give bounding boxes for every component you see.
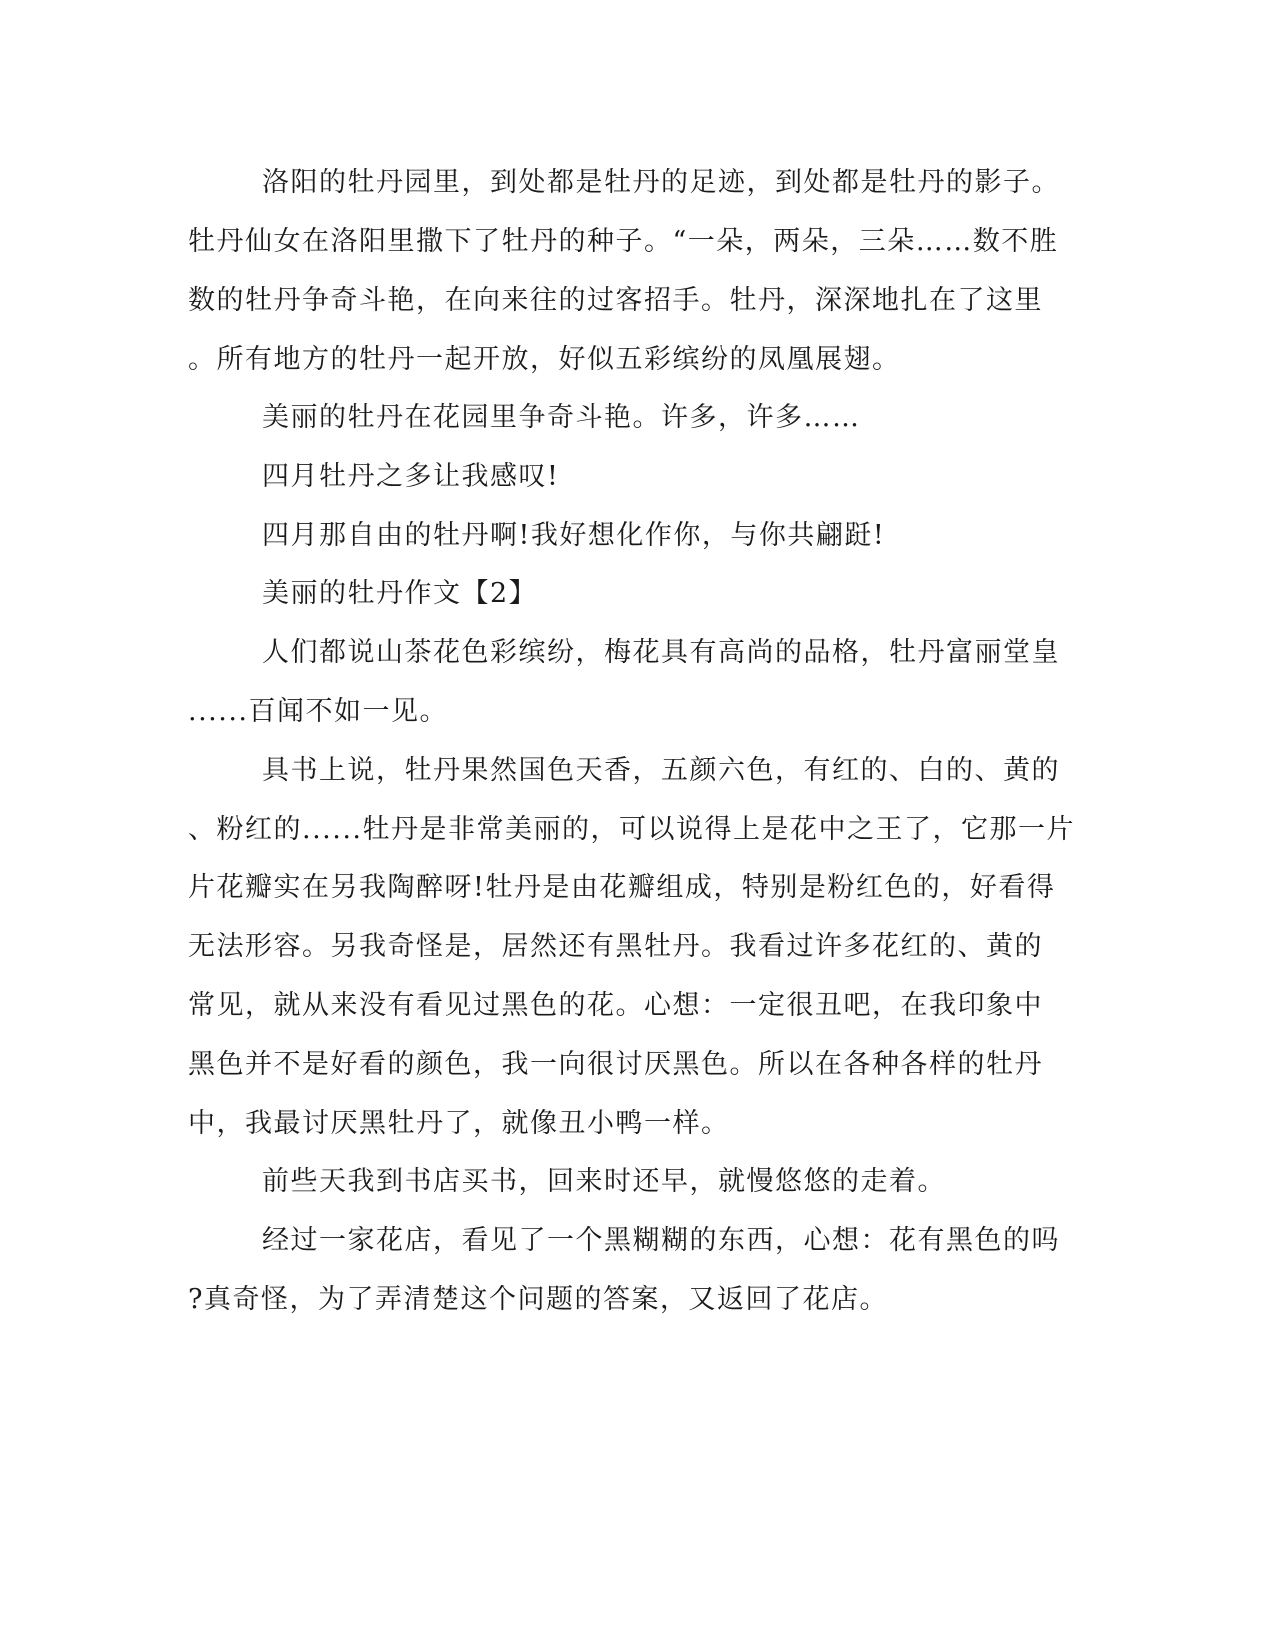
paragraph-8-line-1: 经过一家花店，看见了一个黑糊糊的东西，心想：花有黑色的吗 — [262, 1225, 1060, 1256]
paragraph-1-line-1: 洛阳的牡丹园里，到处都是牡丹的足迹，到处都是牡丹的影子。 — [262, 167, 1060, 198]
paragraph-6-line-6: 黑色并不是好看的颜色，我一向很讨厌黑色。所以在各种各样的牡丹 — [188, 1049, 1043, 1080]
paragraph-2: 美丽的牡丹在花园里争奇斗艳。许多，许多…… — [262, 402, 861, 433]
paragraph-4: 四月那自由的牡丹啊!我好想化作你，与你共翩跹! — [262, 520, 886, 551]
paragraph-6-line-1: 具书上说，牡丹果然国色天香，五颜六色，有红的、白的、黄的 — [262, 755, 1060, 786]
paragraph-5-line-1: 人们都说山茶花色彩缤纷，梅花具有高尚的品格，牡丹富丽堂皇 — [262, 637, 1060, 668]
paragraph-1-line-3: 数的牡丹争奇斗艳，在向来往的过客招手。牡丹，深深地扎在了这里 — [188, 285, 1043, 316]
paragraph-3: 四月牡丹之多让我感叹! — [262, 461, 560, 492]
paragraph-6-line-2: 、粉红的......牡丹是非常美丽的，可以说得上是花中之王了，它那一片 — [188, 814, 1075, 845]
paragraph-6-line-5: 常见，就从来没有看见过黑色的花。心想：一定很丑吧，在我印象中 — [188, 990, 1043, 1021]
paragraph-8-line-2: ?真奇怪，为了弄清楚这个问题的答案，又返回了花店。 — [188, 1284, 888, 1315]
paragraph-6-line-7: 中，我最讨厌黑牡丹了，就像丑小鸭一样。 — [188, 1108, 730, 1139]
paragraph-6-line-3: 片花瓣实在另我陶醉呀!牡丹是由花瓣组成，特别是粉红色的，好看得 — [188, 872, 1056, 903]
paragraph-1-line-2: 牡丹仙女在洛阳里撒下了牡丹的种子。“一朵，两朵，三朵……数不胜 — [188, 226, 1059, 257]
section-heading: 美丽的牡丹作文【2】 — [262, 578, 538, 609]
paragraph-1-line-4: 。所有地方的牡丹一起开放，好似五彩缤纷的凤凰展翅。 — [188, 344, 901, 375]
paragraph-7: 前些天我到书店买书，回来时还早，就慢悠悠的走着。 — [262, 1166, 946, 1197]
paragraph-6-line-4: 无法形容。另我奇怪是，居然还有黑牡丹。我看过许多花红的、黄的 — [188, 931, 1043, 962]
paragraph-5-line-2: ......百闻不如一见。 — [188, 696, 448, 727]
